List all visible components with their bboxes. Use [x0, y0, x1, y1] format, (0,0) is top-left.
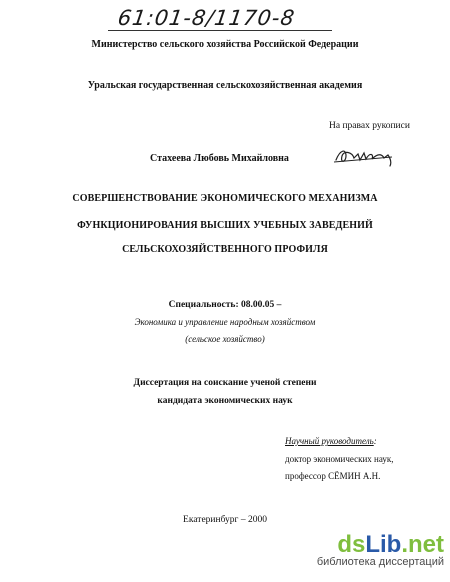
dslib-logo: dsLib.net — [337, 531, 444, 558]
dissertation-degree-line-1: Диссертация на соискание ученой степени — [133, 378, 317, 388]
advisor-label-text: Научный руководитель — [285, 436, 374, 446]
dslib-subtitle: библиотека диссертаций — [316, 556, 444, 568]
specialty-label: Специальность: 08.00.05 – — [168, 300, 282, 310]
dslib-watermark — [317, 532, 444, 568]
specialty-name: Экономика и управление народным хозяйством — [134, 317, 316, 327]
author-signature — [332, 144, 398, 170]
ministry-name: Министерство сельского хозяйства Российской Федерации — [91, 39, 359, 50]
dissertation-title-line-1: СОВЕРШЕНСТВОВАНИЕ ЭКОНОМИЧЕСКОГО МЕХАНИЗМА — [72, 193, 378, 204]
dissertation-title-line-3: СЕЛЬСКОХОЗЯЙСТВЕННОГО ПРОФИЛЯ — [122, 244, 328, 255]
specialty-subfield: (сельское хозяйство) — [185, 334, 265, 344]
advisor-degree: доктор экономических наук, — [285, 454, 394, 464]
advisor-name: профессор СЁМИН А.Н. — [285, 471, 381, 481]
advisor-label-colon: : — [373, 436, 377, 446]
dissertation-degree-line-2: кандидата экономических наук — [157, 396, 293, 406]
rights-note: На правах рукописи — [329, 121, 410, 131]
advisor-label — [285, 436, 377, 446]
dissertation-title-line-2: ФУНКЦИОНИРОВАНИЯ ВЫСШИХ УЧЕБНЫХ ЗАВЕДЕНИЙ — [77, 220, 373, 231]
author-name: Стахеева Любовь Михайловна — [150, 153, 289, 164]
archive-code-rule — [108, 30, 332, 31]
academy-name: Уральская государственная сельскохозяйственная академия — [87, 80, 363, 91]
archive-code-handwritten: 61:01-8/1170-8 — [116, 6, 297, 30]
city-year: Екатеринбург – 2000 — [183, 515, 267, 525]
